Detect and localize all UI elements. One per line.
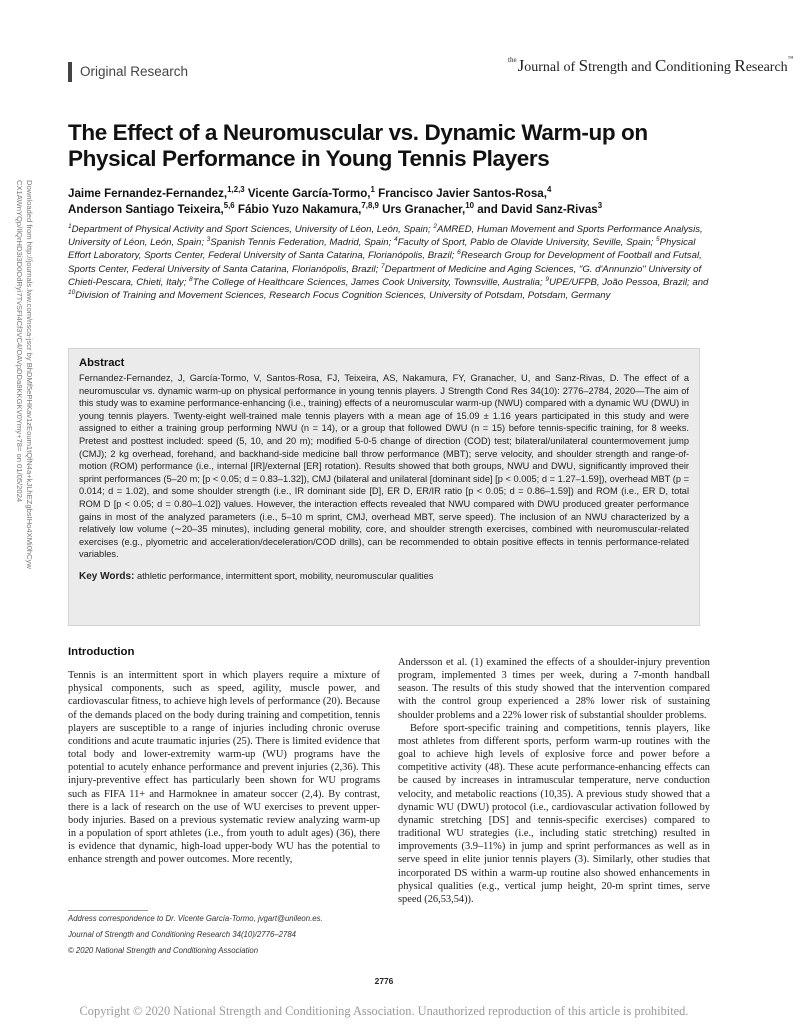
author-aff: 5,6 (223, 201, 235, 211)
author: Fábio Yuzo Nakamura, (234, 203, 362, 216)
aff-text: UPE/UFPB, João Pessoa, Brazil; and (548, 276, 709, 288)
paragraph: Andersson et al. (1) examined the effects of a shoulder-injury prevention program, implemented 3 times per week, during a 7-month handball season. The results of this study showed that the intervention compared with the control group experienced a 28% lower risk of sustaining shoulder problems and a 22% lower risk of substantial shoulder problems. (398, 657, 710, 721)
introduction-heading: Introduction (68, 646, 135, 658)
page-number: 2776 (374, 976, 394, 986)
journal-trength: trength and (588, 60, 655, 75)
aff-num: 10 (68, 288, 76, 296)
author: Francisco Javier Santos-Rosa, (374, 187, 547, 200)
correspondence-note: Address correspondence to Dr. Vicente García-Tormo, jvgart@unileon.es. (68, 914, 323, 923)
aff-num: 2 (433, 222, 437, 230)
author: Jaime Fernandez-Fernandez, (68, 187, 228, 200)
journal-c: C (654, 56, 667, 75)
aff-text: Department of Physical Activity and Sport Sciences, University of Léon, León, Spain; (71, 224, 434, 235)
keywords-label: Key Words: (79, 570, 135, 582)
affiliations (68, 223, 718, 302)
author-aff: 1 (370, 185, 375, 195)
author-aff: 3 (597, 201, 603, 211)
aff-num: 4 (393, 236, 398, 244)
author-aff: 10 (465, 201, 475, 211)
aff-text: Faculty of Sport, Pablo de Olavide University, Seville, Spain; (397, 237, 657, 249)
abstract-box (68, 348, 700, 626)
journal-onditioning: onditioning (666, 60, 735, 75)
sidebar-line-1: Downloaded from http://journals.lww.com/nsca-jscr by BhDMf5ePHKav1zEoum1tQfN4a+kJLhEZgbsIHo4XMi0hCyw (25, 180, 34, 569)
author: Vicente García-Tormo, (244, 187, 371, 200)
article-title: The Effect of a Neuromuscular vs. Dynamic Warm-up on Physical Performance in Young Tennis Players (68, 120, 648, 171)
copyright-bar: Copyright © 2020 National Strength and Conditioning Association. Unauthorized reproduction of this article is prohibited. (79, 1004, 689, 1018)
right-column (398, 656, 710, 906)
author-aff: 4 (546, 185, 552, 195)
journal-j: J (517, 56, 525, 75)
aff-num: 1 (68, 222, 72, 230)
aff-num: 8 (189, 275, 193, 283)
aff-num: 6 (457, 249, 461, 257)
citation-note: Journal of Strength and Conditioning Research 34(10)/2776–2784 (68, 930, 297, 939)
download-sidebar (8, 180, 42, 640)
aff-num: 5 (656, 236, 660, 244)
journal-tm: ™ (787, 56, 794, 62)
left-column (68, 646, 380, 867)
footnote-divider (68, 910, 148, 911)
paragraph: Tennis is an intermittent sport in which players require a mixture of physical components, such as speed, agility, muscle power, and cardiovascular fitness, to achieve high levels of performance (20). Because of the demands placed on the body during training and competition, tennis players are susceptible to a range of injuries including chronic overuse conditions and acute traumatic injuries (25). There is limited evidence that total body and lower-extremity warm-up (WU) programs have the potential to acutely enhance performance and prevent injuries (2,36). This injury-preventive effect has particularly been shown for WU programs such as FIFA 11+ and Harmoknee in amateur soccer (2,4). By contrast, there is a lack of research on the use of WU exercises to prevent upper-body injuries. Based on a previous systematic review analyzing warm-up in a population of sport athletes (i.e., from youth to adult ages) (36), there is evidence that dynamic, high-load upper-body WU has the potential to enhance strength and power outcomes. More recently, (68, 670, 380, 866)
author: Anderson Santiago Teixeira, (68, 203, 224, 216)
journal-esearch: esearch (745, 60, 788, 75)
journal-logo (508, 56, 794, 76)
journal-ournal: ournal of (524, 60, 579, 75)
author-list (68, 186, 708, 218)
author: Urs Granacher, (378, 203, 466, 216)
aff-text: Physical Effort Laboratory, Sports Center, Federal University of Santa Catarina, Florianópolis, Brazil; (68, 237, 696, 262)
aff-text: Research Group for Development of Football and Futsal, Sports Center, Federal University of Santa Catarina, Florianópolis, Brazil; (68, 250, 702, 275)
abstract-text: Fernandez-Fernandez, J, García-Tormo, V, Santos-Rosa, FJ, Teixeira, AS, Nakamura, FY, Granacher, U, and Sanz-Rivas, D. The effect of a neuromuscular vs. dynamic warm-up on physical performance in young tennis players. J Strength Cond Res 34(10): 2776–2784, 2020—The aim of this study was to examine performance-enhancing (i.e., training) effects of a neuromuscular warm-up (NWU) compared with a dynamic WU (DWU) in young tennis players. Twenty-eight well-trained male tennis players with a mean age of 15.09 ± 1.16 years participated in this study and were assigned to either a training group performing NWU (n = 14), or a group that followed DWU (n = 15) before tennis-specific training, for 8 weeks. Pretest and posttest included: speed (5, 10, and 20 m); modified 5-0-5 change of direction (COD) test; bilateral/unilateral countermovement jump (CMJ); 2 kg overhead, forehand, and backhand-side medicine ball throw performance (MBT); serve velocity, and shoulder strength and range-of-motion (ROM) performance (i.e., internal [IR]/external [ER] rotation). Results showed that both groups, NWU and DWU, significantly improved their sprint performances (5–20 m; [p < 0.05; d = 0.83–1.32]), CMJ (bilateral and unilateral [dominant side] [p < 0.005; d = 1.27–1.59]), overhead MBT (p = 0.014; d = 1.02), and some shoulder strength (i.e., IR dominant side [D], ER D, ER/IR ratio [p < 0.05; d = 0.86–1.59]) and ROM (i.e., ER D, total ROM D [p < 0.05; d = 0.80–1.02]) values. However, the interaction effects revealed that NWU compared with DWU produced greater performance gains in most of the analyzed parameters (i.e., 5–10 m sprint, CMJ, overhead MBT, serve speed). The inclusion of an NWU characterized by a relatively low volume (∼20–35 minutes), including general mobility, core, and shoulder strength exercises, combined with neuromuscular-related exercises (e.g., plyometric and acceleration/deceleration/COD drills), can be recommended to obtain positive effects in tennis performance-related variables. (79, 373, 689, 560)
aff-num: 3 (206, 236, 211, 244)
journal-the: the (508, 56, 517, 64)
aff-text: AMRED, Human Movement and Sports Performance Analysis, University of Léon, León, Spain; (68, 224, 703, 249)
aff-text: Division of Training and Movement Sciences, Research Focus Cognition Sciences, University of Potsdam, Potsdam, Germany (75, 290, 611, 302)
keywords-list: athletic performance, intermittent sport, mobility, neuromuscular qualities (134, 570, 434, 581)
paragraph: Before sport-specific training and competitions, tennis players, like most athletes from different sports, perform warm-up routines with the goal to achieve high levels of explosive force and power before a competitive activity (48). These acute performance-enhancing effects can be caused by increases in intramuscular temperature, nerve conduction velocity, and metabolic reactions (10,35). A previous study showed that a dynamic WU (DWU) protocol (i.e., cardiovascular activation followed by dynamic stretching [DS] and tennis-specific exercises) compared to traditional WU strategies (i.e., including static stretching) resulted in improvements (3.9–11%) in jump and sprint performances as well as in serve speed in elite junior tennis players (3). Similarly, other studies that incorporated DS within a warm-up routine also showed enhancements in physical qualities (e.g., vertical jump height, 20-m sprint times, serve speed (26,53,54)). (398, 722, 710, 905)
sidebar-line-2: CX1AWnYQp/IlQrHD3i3D0OdRyi7TvSFl4Cf3VC4/OAVpDDa8KKGKV0Ymy+78= on 01/05/2024 (15, 180, 24, 503)
aff-num: 7 (381, 262, 385, 270)
copyright-note: © 2020 National Strength and Conditioning Association (68, 946, 259, 955)
keywords (79, 571, 689, 582)
aff-num: 9 (545, 275, 549, 283)
journal-s: S (578, 56, 589, 75)
author-aff: 1,2,3 (227, 185, 245, 195)
aff-text: Department of Medicine and Aging Sciences, "G. d'Annunzio" University of Chieti-Pescara, Chieti, Italy; (68, 263, 702, 288)
abstract-heading: Abstract (79, 357, 125, 369)
author: and David Sanz-Rivas (474, 203, 598, 216)
aff-text: Spanish Tennis Federation, Madrid, Spain; (210, 237, 394, 249)
author-aff: 7,8,9 (361, 201, 379, 211)
aff-text: The College of Healthcare Sciences, James Cook University, Townsville, Australia; (192, 276, 546, 288)
section-label: Original Research (68, 62, 188, 82)
journal-r: R (734, 56, 746, 75)
